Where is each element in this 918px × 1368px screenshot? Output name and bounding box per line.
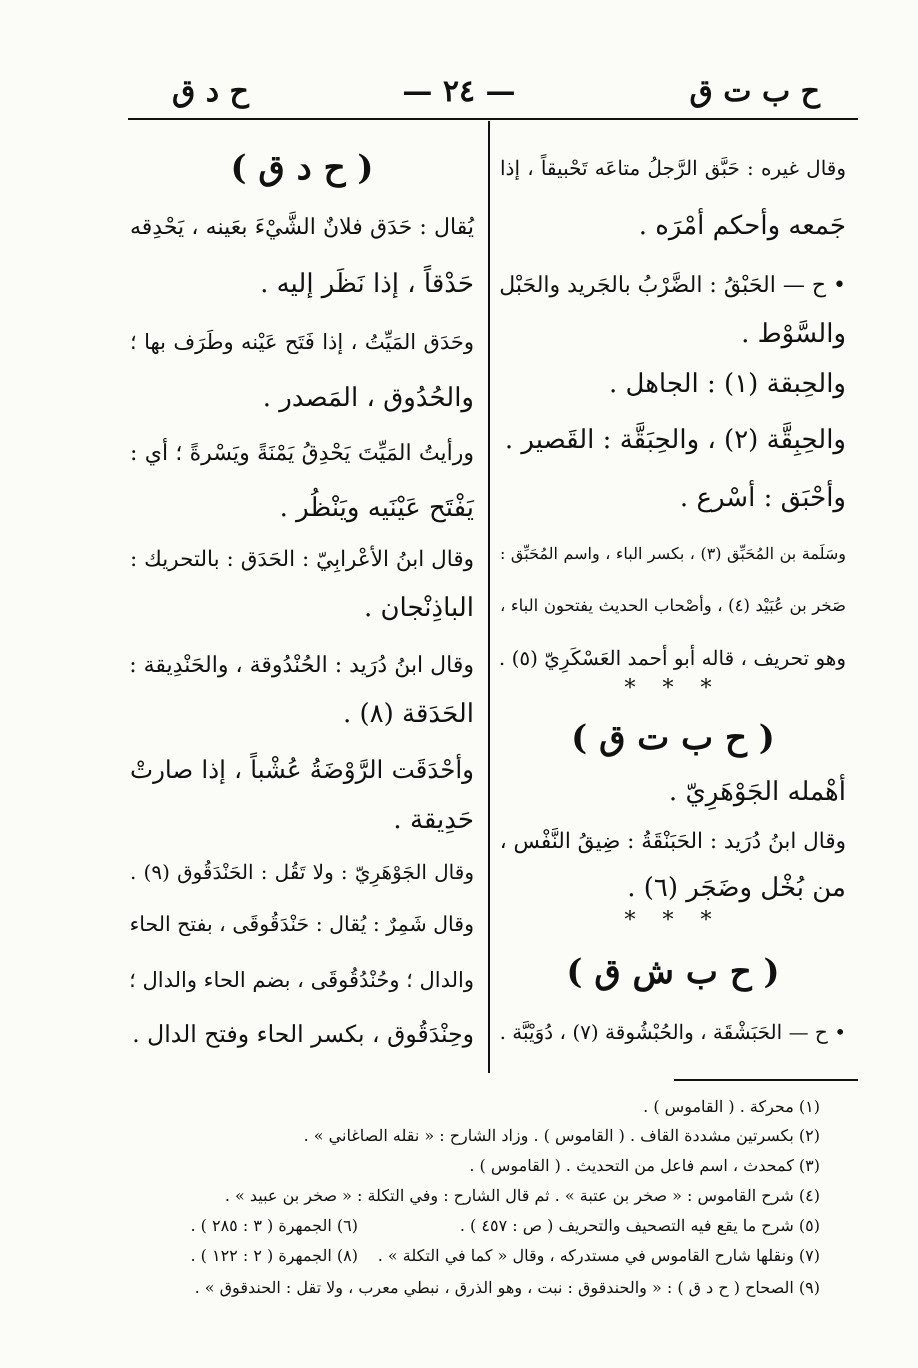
entry-start-line: • ح — الحَبْقُ : الضَّرْبُ بالجَريد والحَبْل: [499, 273, 846, 298]
text-line: وحِنْدَقُوق ، بكسر الحاء وفتح الدال .: [132, 1020, 474, 1048]
footnote-rule: [674, 1079, 858, 1081]
footnote: (٢) بكسرتين مشددة القاف . ( القاموس ) . وزاد الشارح : « نقله الصاغاني » .: [303, 1126, 820, 1145]
entry-title: ( ح ب ت ق ): [571, 718, 775, 758]
footnote: (٥) شرح ما يقع فيه التصحيف والتحريف ( ص : ٤٥٧ ) .: [459, 1216, 820, 1235]
text-line: وقال الجَوْهَرِيّ : ولا تَقُل : الحَنْدَقُوق (٩) .: [130, 860, 474, 884]
text-line: يَفْتَح عَيْنَيه ويَنْظُر .: [279, 493, 474, 523]
footnote: (٦) الجمهرة ( ٣ : ٢٨٥ ) .: [190, 1216, 358, 1235]
column-divider: [488, 121, 490, 1073]
text-line: والحِبِقَّة (٢) ، والحِبَقَّة : القَصير .: [504, 425, 846, 455]
text-line: والسَّوْط .: [741, 319, 846, 349]
text-line: يُقال : حَدَق فلانٌ الشَّيْءَ بعَينه ، يَحْدِقه: [130, 215, 474, 240]
running-head-left: ح د ق: [172, 74, 249, 109]
page-number: — ٢٤ —: [402, 74, 516, 109]
footnote: (٩) الصحاح ( ح د ق ) : « والحندقوق : نبت ، وهو الذرق ، نبطي معرب ، ولا تقل : الحندقوق » .: [194, 1278, 820, 1297]
text-line: وأحْدَقَت الرَّوْضَةُ عُشْباً ، إذا صارتْ: [130, 755, 474, 784]
text-line: حَدْقاً ، إذا نَظَر إليه .: [260, 269, 474, 299]
entry-title: ( ح ب ش ق ): [566, 952, 780, 992]
footnote: (٤) شرح القاموس : « صخر بن عتبة » . ثم قال الشارح : وفي التكلة : « صخر بن عبيد » .: [224, 1186, 820, 1205]
text-line: وقال شَمِرٌ : يُقال : حَنْدَقُوقَى ، بفتح الحاء: [129, 912, 474, 936]
header-rule: [128, 118, 858, 120]
text-line: وقال ابنُ دُرَيد : الحُنْدُوقة ، والحَنْدِيقة :: [129, 653, 474, 678]
section-separator: * * *: [624, 908, 722, 933]
text-line: جَمعه وأحكم أمْرَه .: [638, 211, 846, 241]
footnote: (٨) الجمهرة ( ٢ : ١٢٢ ) .: [190, 1246, 358, 1265]
text-line: وأحْبَق : أسْرع .: [679, 483, 846, 513]
footnote: (٣) كمحدث ، اسم فاعل من التحديث . ( القاموس ) .: [469, 1156, 820, 1175]
text-line: وهو تحريف ، قاله أبو أحمد العَسْكَرِيّ (٥) .: [498, 646, 846, 670]
text-line: والحُدُوق ، المَصدر .: [262, 383, 474, 413]
text-line: والحِبقة (١) : الجاهل .: [608, 369, 846, 399]
text-line: ورأيتُ المَيِّتَ يَحْدِقُ يَمْنَةً ويَسْرةً ؛ أي :: [130, 441, 474, 466]
text-line: الباذِنْجان .: [363, 593, 474, 623]
text-line: وقال غيره : حَبَّق الرَّجلُ متاعَه تَحْبيقاً ، إذا: [500, 156, 846, 180]
text-line: وقال ابنُ دُرَيد : الحَبَنْقَةُ : ضِيقُ النَّفْس ،: [499, 829, 846, 854]
section-separator: * * *: [624, 676, 722, 701]
running-head-right: ح ب ت ق: [689, 74, 820, 109]
entry-title: ( ح د ق ): [230, 148, 374, 188]
text-line: أهْمله الجَوْهَرِيّ .: [668, 777, 846, 807]
text-line: والدال ؛ وحُنْدُقُوقَى ، بضم الحاء والدال ؛: [129, 968, 474, 992]
text-line: وقال ابنُ الأعْرابِيّ : الحَدَق : بالتحريك :: [130, 547, 474, 572]
text-line: وسَلَمة بن المُحَبِّق (٣) ، بكسر الباء ، واسم المُحَبِّق :: [500, 544, 846, 563]
entry-start-line: • ح — الحَبَشْقَة ، والحُبْشُوقة (٧) ، دُوَيْبَّة .: [499, 1020, 846, 1044]
text-line: الحَدَقة (٨) .: [342, 699, 474, 729]
text-line: وحَدَق المَيِّتُ ، إذا فَتَح عَيْنه وطَرَف بها ؛: [130, 330, 474, 354]
text-line: من بُخْل وضَجَر (٦) .: [627, 873, 846, 903]
text-line: حَدِيقة .: [393, 805, 474, 835]
footnote: (١) محركة . ( القاموس ) .: [643, 1097, 820, 1116]
text-line: صَخر بن عُبَيْد (٤) ، وأصْحاب الحديث يفتحون الباء ،: [500, 596, 846, 615]
footnote: (٧) ونقلها شارح القاموس في مستدركه ، وقال « كما في التكلة » .: [377, 1246, 820, 1265]
